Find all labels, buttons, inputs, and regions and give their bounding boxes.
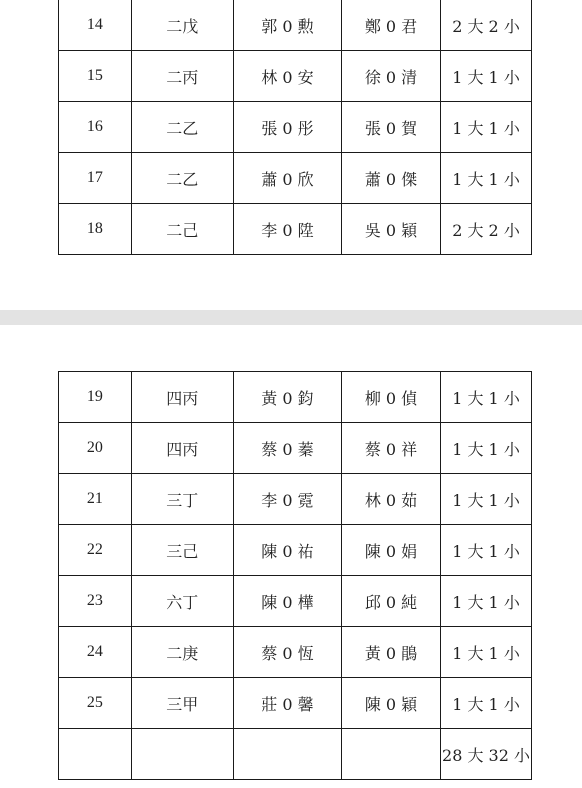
row-number: 24 xyxy=(59,627,132,678)
child-name-cell: 蕭 0 傑 xyxy=(341,153,440,204)
class-cell: 二乙 xyxy=(131,102,233,153)
headcount-cell: 1 大 1 小 xyxy=(441,474,532,525)
class-cell: 二庚 xyxy=(131,627,233,678)
row-number: 17 xyxy=(59,153,132,204)
row-number: 19 xyxy=(59,372,132,423)
child-name-cell: 張 0 賀 xyxy=(341,102,440,153)
table-row xyxy=(59,51,532,102)
headcount-cell: 1 大 1 小 xyxy=(441,627,532,678)
parent-name-cell: 陳 0 樺 xyxy=(233,576,341,627)
class-cell: 三甲 xyxy=(131,678,233,729)
parent-name-cell: 林 0 安 xyxy=(233,51,341,102)
empty-cell xyxy=(131,729,233,780)
row-number: 14 xyxy=(59,0,132,51)
headcount-cell: 1 大 1 小 xyxy=(441,372,532,423)
class-cell: 四丙 xyxy=(131,423,233,474)
row-number: 21 xyxy=(59,474,132,525)
child-name-cell: 陳 0 穎 xyxy=(341,678,440,729)
row-number: 16 xyxy=(59,102,132,153)
child-name-cell: 蔡 0 祥 xyxy=(341,423,440,474)
table-row xyxy=(59,153,532,204)
parent-name-cell: 蕭 0 欣 xyxy=(233,153,341,204)
empty-cell xyxy=(59,729,132,780)
empty-cell xyxy=(341,729,440,780)
parent-name-cell: 郭 0 勲 xyxy=(233,0,341,51)
table-row xyxy=(59,204,532,255)
child-name-cell: 徐 0 清 xyxy=(341,51,440,102)
table-row xyxy=(59,423,532,474)
child-name-cell: 鄭 0 君 xyxy=(341,0,440,51)
class-cell: 二丙 xyxy=(131,51,233,102)
table-row xyxy=(59,576,532,627)
headcount-cell: 1 大 1 小 xyxy=(441,51,532,102)
headcount-cell: 2 大 2 小 xyxy=(441,0,532,51)
table-row xyxy=(59,0,532,51)
roster-table-page-1 xyxy=(58,0,532,255)
headcount-cell: 1 大 1 小 xyxy=(441,102,532,153)
headcount-cell: 1 大 1 小 xyxy=(441,153,532,204)
row-number: 20 xyxy=(59,423,132,474)
row-number: 23 xyxy=(59,576,132,627)
class-cell: 三丁 xyxy=(131,474,233,525)
class-cell: 三己 xyxy=(131,525,233,576)
row-number: 25 xyxy=(59,678,132,729)
class-cell: 二己 xyxy=(131,204,233,255)
row-number: 22 xyxy=(59,525,132,576)
table-row xyxy=(59,474,532,525)
headcount-cell: 1 大 1 小 xyxy=(441,678,532,729)
parent-name-cell: 黃 0 鈞 xyxy=(233,372,341,423)
table-row xyxy=(59,525,532,576)
total-headcount-cell: 28 大 32 小 xyxy=(441,729,532,780)
row-number: 15 xyxy=(59,51,132,102)
parent-name-cell: 蔡 0 恆 xyxy=(233,627,341,678)
table-row xyxy=(59,102,532,153)
empty-cell xyxy=(233,729,341,780)
child-name-cell: 陳 0 娟 xyxy=(341,525,440,576)
headcount-cell: 1 大 1 小 xyxy=(441,423,532,474)
class-cell: 四丙 xyxy=(131,372,233,423)
headcount-cell: 1 大 1 小 xyxy=(441,525,532,576)
child-name-cell: 黃 0 鵑 xyxy=(341,627,440,678)
class-cell: 六丁 xyxy=(131,576,233,627)
table-row xyxy=(59,627,532,678)
table-row xyxy=(59,372,532,423)
child-name-cell: 林 0 茹 xyxy=(341,474,440,525)
headcount-cell: 1 大 1 小 xyxy=(441,576,532,627)
class-cell: 二乙 xyxy=(131,153,233,204)
child-name-cell: 邱 0 純 xyxy=(341,576,440,627)
child-name-cell: 柳 0 偵 xyxy=(341,372,440,423)
table-row xyxy=(59,678,532,729)
parent-name-cell: 陳 0 祐 xyxy=(233,525,341,576)
parent-name-cell: 李 0 霓 xyxy=(233,474,341,525)
child-name-cell: 吳 0 穎 xyxy=(341,204,440,255)
roster-table-page-2 xyxy=(58,371,532,780)
row-number: 18 xyxy=(59,204,132,255)
page-separator xyxy=(0,310,582,325)
parent-name-cell: 張 0 彤 xyxy=(233,102,341,153)
parent-name-cell: 李 0 陞 xyxy=(233,204,341,255)
total-row xyxy=(59,729,532,780)
class-cell: 二戊 xyxy=(131,0,233,51)
headcount-cell: 2 大 2 小 xyxy=(441,204,532,255)
parent-name-cell: 莊 0 馨 xyxy=(233,678,341,729)
parent-name-cell: 蔡 0 蓁 xyxy=(233,423,341,474)
